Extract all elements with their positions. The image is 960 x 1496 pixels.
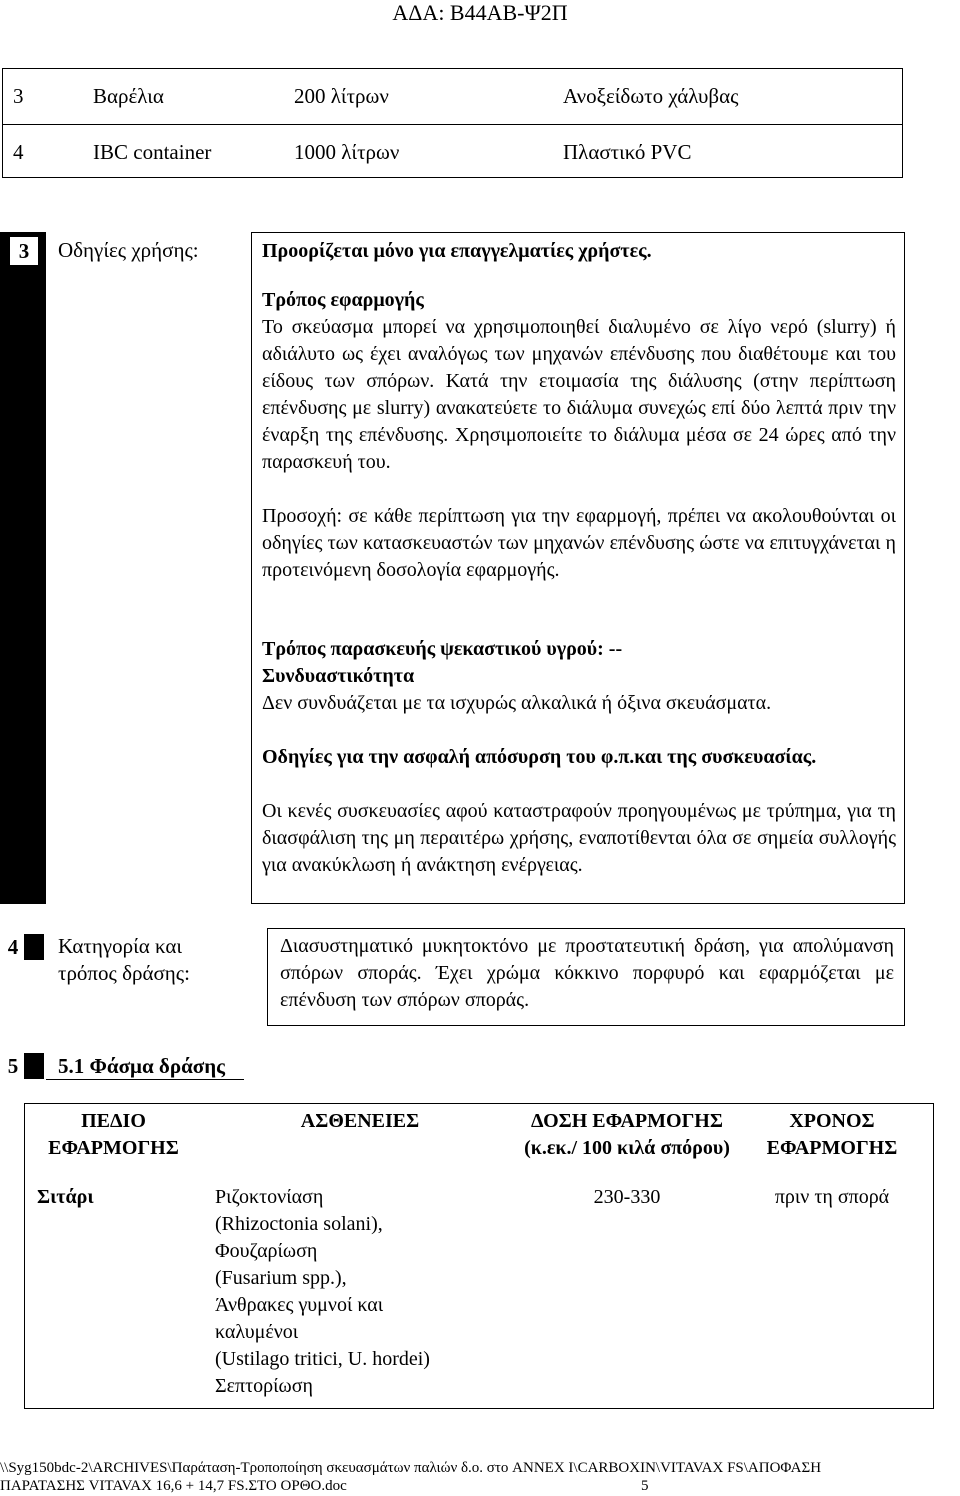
section-5-number: 5 xyxy=(2,1053,24,1079)
table-row xyxy=(3,69,902,124)
disease-line: (Ustilago tritici, U. hordei) xyxy=(215,1348,430,1370)
compatibility-heading: Συνδυαστικότητα xyxy=(262,665,415,687)
disease-line: Ριζοκτονίαση xyxy=(215,1186,324,1208)
section-3-label: Οδηγίες χρήσης: xyxy=(58,238,199,262)
crop-name: Σιτάρι xyxy=(37,1186,94,1208)
section-3-bar xyxy=(0,232,46,904)
footer-path: \\Syg150bdc-2\ARCHIVES\Παράταση-Τροποποίηση σκευασμάτων παλιών δ.ο. στο ANNEX I\CARBOXIN\VITAVAX FS\ΑΠΟΦΑΣΗ xyxy=(0,1460,822,1476)
footer-filename: ΠΑΡΑΤΑΣΗΣ VITAVAX 16,6 + 14,7 FS.ΣΤΟ ΟΡΘΟ.doc xyxy=(0,1478,347,1494)
packaging-table xyxy=(2,68,903,178)
pkg-capacity: 1000 λίτρων xyxy=(294,140,400,164)
pkg-capacity: 200 λίτρων xyxy=(294,84,389,108)
disease-line: (Fusarium spp.), xyxy=(215,1267,347,1289)
section-4-number-box xyxy=(2,934,44,960)
col-header-dose: ΔΟΣΗ ΕΦΑΡΜΟΓΗΣ (κ.εκ./ 100 κιλά σπόρου) xyxy=(524,1110,730,1159)
pkg-type: IBC container xyxy=(93,140,212,164)
pkg-material: Ανοξείδωτο χάλυβας xyxy=(563,84,739,108)
dose-value: 230-330 xyxy=(593,1186,661,1208)
disease-line: Φουζαρίωση xyxy=(215,1240,318,1262)
pkg-no: 4 xyxy=(13,140,24,164)
col-header-diseases: ΑΣΘΕΝΕΙΕΣ xyxy=(300,1110,420,1132)
disease-line: (Rhizoctonia solani), xyxy=(215,1213,383,1235)
attention-text: Προσοχή: σε κάθε περίπτωση για την εφαρμογή, πρέπει να ακολουθούνται οι οδηγίες των κατασκευαστών των μηχανών επένδυσης ώστε να επιτυγχάνεται η προτεινόμενη δοσολογία εφαρμογής. xyxy=(262,505,896,581)
disease-line: καλυμένοι xyxy=(215,1321,299,1343)
compatibility-text: Δεν συνδυάζεται με τα ισχυρώς αλκαλικά ή όξινα σκευάσματα. xyxy=(262,692,772,714)
table-row xyxy=(25,1184,933,1408)
spray-preparation-heading: Τρόπος παρασκευής ψεκαστικού υγρού: -- xyxy=(262,638,623,660)
category-text: Διασυστηματικό μυκητοκτόνο με προστατευτική δράση, για απολύμανση σπόρων σποράς. Έχει χρώμα κόκκινο πορφυρό και εφαρμόζεται με επένδυση των σπόρων σποράς. xyxy=(280,935,894,1011)
disease-line: Άνθρακες γυμνοί και xyxy=(215,1294,384,1316)
section-4-label-2: τρόπος δράσης: xyxy=(58,961,190,985)
section-5-number-box xyxy=(2,1053,44,1079)
pkg-no: 3 xyxy=(13,84,24,108)
disposal-heading: Οδηγίες για την ασφαλή απόσυρση του φ.π.και της συσκευασίας. xyxy=(262,746,817,768)
ada-header: ΑΔΑ: Β44ΑΒ-Ψ2Π xyxy=(392,0,568,25)
timing-value: πριν τη σπορά xyxy=(774,1186,890,1208)
section-4-number: 4 xyxy=(2,934,24,960)
section-4-label-1: Κατηγορία και xyxy=(58,934,183,958)
section-5-title: 5.1 Φάσμα δράσης xyxy=(58,1054,225,1078)
col-header-timing: ΧΡΟΝΟΣ ΕΦΑΡΜΟΓΗΣ xyxy=(766,1110,898,1159)
application-heading: Τρόπος εφαρμογής xyxy=(262,289,424,311)
pkg-material: Πλαστικό PVC xyxy=(563,140,692,164)
diseases-list xyxy=(215,1184,505,1400)
disease-line: Σεπτορίωση xyxy=(215,1375,313,1397)
usage-instructions-box xyxy=(251,232,905,904)
professional-use-note: Προορίζεται μόνο για επαγγελματίες χρήστες. xyxy=(262,240,652,262)
col-header-field: ΠΕΔΙΟ ΕΦΑΡΜΟΓΗΣ xyxy=(48,1110,179,1159)
category-box xyxy=(267,928,905,1026)
disposal-text: Οι κενές συσκευασίες αφού καταστραφούν προηγουμένως με τρύπημα, για τη διασφάλιση της μη περαιτέρω χρήσης, εναποτίθενται όλα σε σημεία συλλογής για ανακύκλωση ή ανάκτηση ενέργειας. xyxy=(262,800,896,876)
section-3-number: 3 xyxy=(10,237,38,265)
spectrum-table xyxy=(24,1103,934,1409)
application-text: Το σκεύασμα μπορεί να χρησιμοποιηθεί διαλυμένο σε λίγο νερό (slurry) ή αδιάλυτο ως έχει αναλόγως των μηχανών επένδυσης που διαθέτουμε και του είδους των σπόρων. Κατά την ετοιμασία της διάλυσης (στην περίπτωση επένδυσης με slurry) ανακατεύετε το διάλυμα συνεχώς επί δύο λεπτά πριν την έναρξη της επένδυσης. Χρησιμοποιείτε το διάλυμα μέσα σε 24 ώρες από την παρασκευή του. xyxy=(262,316,896,473)
pkg-type: Βαρέλια xyxy=(93,84,164,108)
page-number: 5 xyxy=(641,1478,649,1494)
table-row xyxy=(3,124,902,180)
